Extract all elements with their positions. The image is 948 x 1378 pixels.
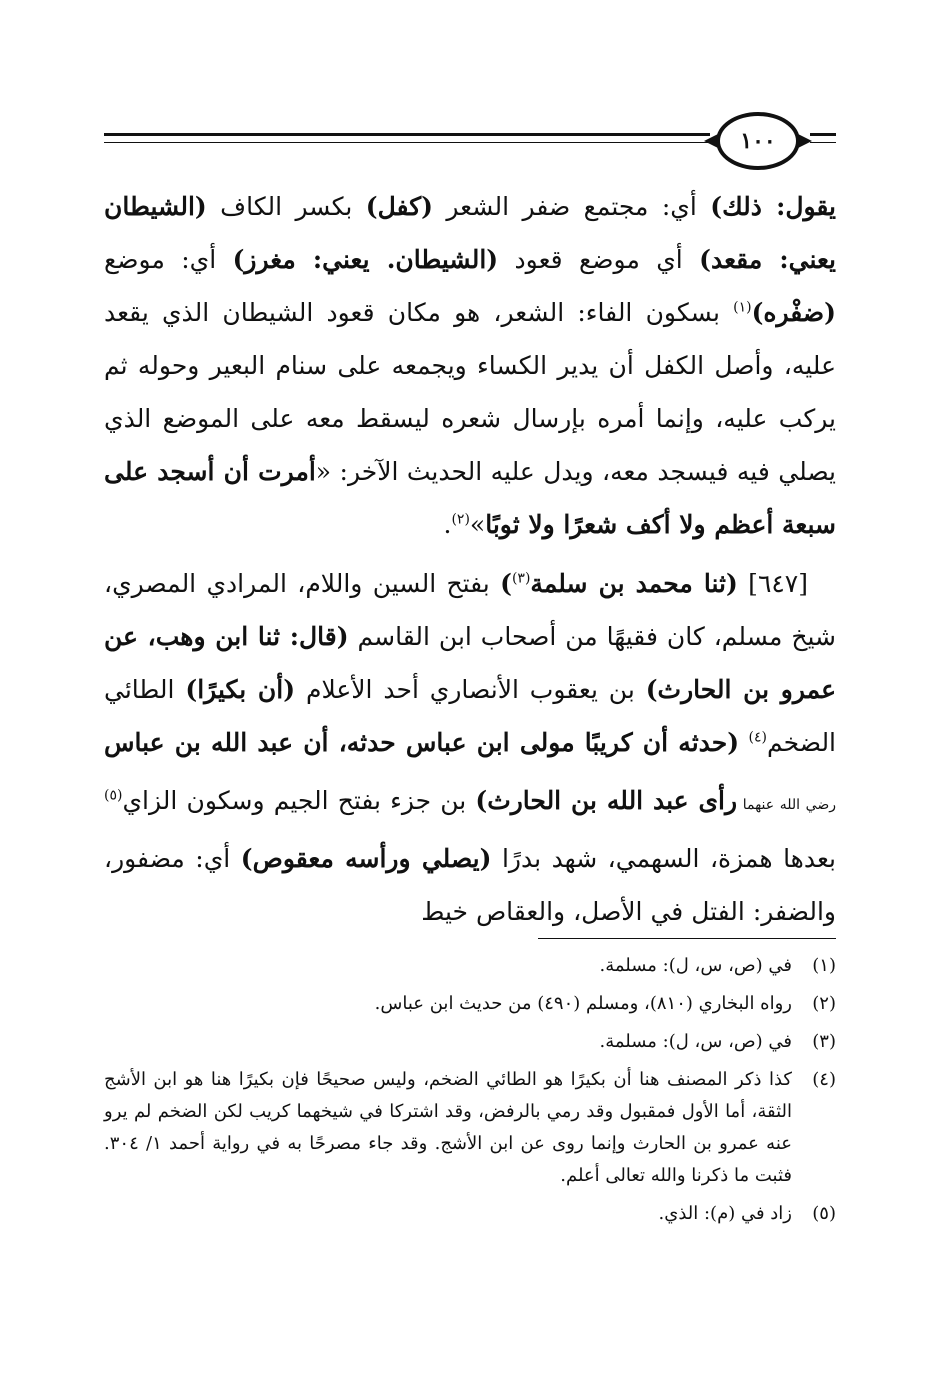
footnote-separator (538, 938, 836, 939)
footnote-ref[interactable]: (٤) (748, 729, 767, 746)
footnote-text: في (ص، س، ل): مسلمة. (599, 1031, 792, 1052)
bold-phrase: (يصلي ورأسه معقوص) (240, 844, 492, 873)
text-run: بفتح السين واللام، المرادي المصري، شيخ مسلم، كان فقيهًا من أصحاب ابن القاسم (104, 569, 836, 651)
footnote-number: (١) (812, 955, 836, 976)
header-rule-right-top (810, 133, 836, 136)
footnote-ref[interactable]: (٢) (451, 511, 470, 528)
bold-phrase: (كفل) (365, 192, 433, 221)
footnote-text: كذا ذكر المصنف هنا أن بكيرًا هو الطائي الضخم، وليس صحيحًا فإن بكيرًا هنا هو ابن الأشج الثقة، أما الأول فمقبول وقد رمي بالرفض، وقد اشتركا في شيخهما كريب لكن الضخم لم يرو عنه عمرو بن الحارث وإنما روى عن ابن الأشج. وقد جاء مصرحًا به في رواية أحمد ١/ ٣٠٤. فثبت ما ذكرنا والله تعالى أعلم. (104, 1069, 792, 1186)
footnote-3 (104, 1026, 836, 1058)
footnote-number: (٣) (812, 1031, 836, 1052)
footnote-ref[interactable]: (١) (733, 299, 752, 316)
paragraph-2 (104, 557, 836, 938)
footnote-1 (104, 950, 836, 982)
bold-phrase: ) (500, 569, 512, 598)
bold-phrase: (الشيطان. يعني: مغرز) (232, 245, 499, 274)
footnotes (104, 950, 836, 1236)
main-text (104, 180, 836, 938)
footnote-ref[interactable]: (٥) (104, 787, 123, 804)
footnote-2 (104, 988, 836, 1020)
text-run: الطائي الضخم (104, 675, 837, 757)
text-run: » (469, 510, 486, 539)
page-number: ١٠٠ (740, 128, 776, 154)
text-run: بن يعقوب الأنصاري أحد الأعلام (295, 675, 646, 704)
hadith-quote: أمرت أن أسجد على سبعة أعظم ولا أكف شعرًا ولا ثوبًا (104, 457, 836, 539)
text-run: . (443, 510, 452, 539)
header-rule-right-bottom (810, 142, 836, 143)
text-run: بكسر الكاف (206, 192, 366, 221)
text-run: أي: موضع (104, 245, 233, 274)
header-rule-bottom (104, 142, 710, 143)
bold-phrase: (أن بكيرًا) (185, 675, 296, 704)
bold-phrase: (قال: ثنا ابن وهب، عن عمرو بن الحارث) (104, 622, 836, 704)
footnote-text: رواه البخاري (٨١٠)، ومسلم (٤٩٠) من حديث ابن عباس. (374, 993, 792, 1014)
header-rule-top (104, 133, 710, 136)
paragraph-1 (104, 180, 836, 551)
text-run: بن جزء بفتح الجيم وسكون الزاي (122, 786, 476, 815)
text-run: أي: مضفور، والضفر: الفتل في الأصل، والعقاص خيط (104, 844, 836, 926)
text-run: بسكون الفاء: الشعر، هو مكان قعود الشيطان الذي يقعد عليه، وأصل الكفل أن يدير الكساء ويجمعه على سنام البعير وحوله ثم يركب عليه، وإنما أمره بإرسال شعره ليسقط معه على الموضع الذي يصلي فيه فيسجد معه، ويدل عليه الحديث الآخر: « (104, 298, 836, 486)
honorific: رضي الله عنهما (737, 797, 836, 813)
hadith-number: [٦٤٧] (737, 569, 808, 598)
footnote-number: (٥) (812, 1203, 836, 1224)
footnote-number: (٢) (812, 993, 836, 1014)
text-run: أي: مجتمع ضفر الشعر (432, 192, 711, 221)
footnote-5 (104, 1198, 836, 1230)
badge-ornament-right (798, 134, 812, 148)
footnote-4 (104, 1064, 836, 1192)
footnote-number: (٤) (812, 1069, 836, 1090)
footnote-ref[interactable]: (٣) (511, 570, 531, 587)
bold-phrase: (ضفْره) (751, 298, 836, 327)
footnote-text: في (ص، س، ل): مسلمة. (599, 955, 792, 976)
bold-phrase: يقول: ذلك) (710, 192, 836, 221)
page-number-badge (716, 112, 800, 170)
footnote-text: زاد في (م): الذي. (658, 1203, 792, 1224)
bold-phrase: (حدثه أن كريبًا مولى ابن عباس حدثه، أن عبد الله بن عباس (104, 728, 740, 757)
text-run (739, 728, 748, 757)
bold-phrase: رأى عبد الله بن الحارث) (475, 786, 738, 815)
bold-phrase: (الشيطان يعني: مقعد) (104, 192, 837, 274)
bold-phrase: (ثنا محمد بن سلمة (530, 569, 738, 598)
text-run: بعدها همزة، السهمي، شهد بدرًا (491, 844, 837, 873)
text-run: أي موضع قعود (498, 245, 700, 274)
